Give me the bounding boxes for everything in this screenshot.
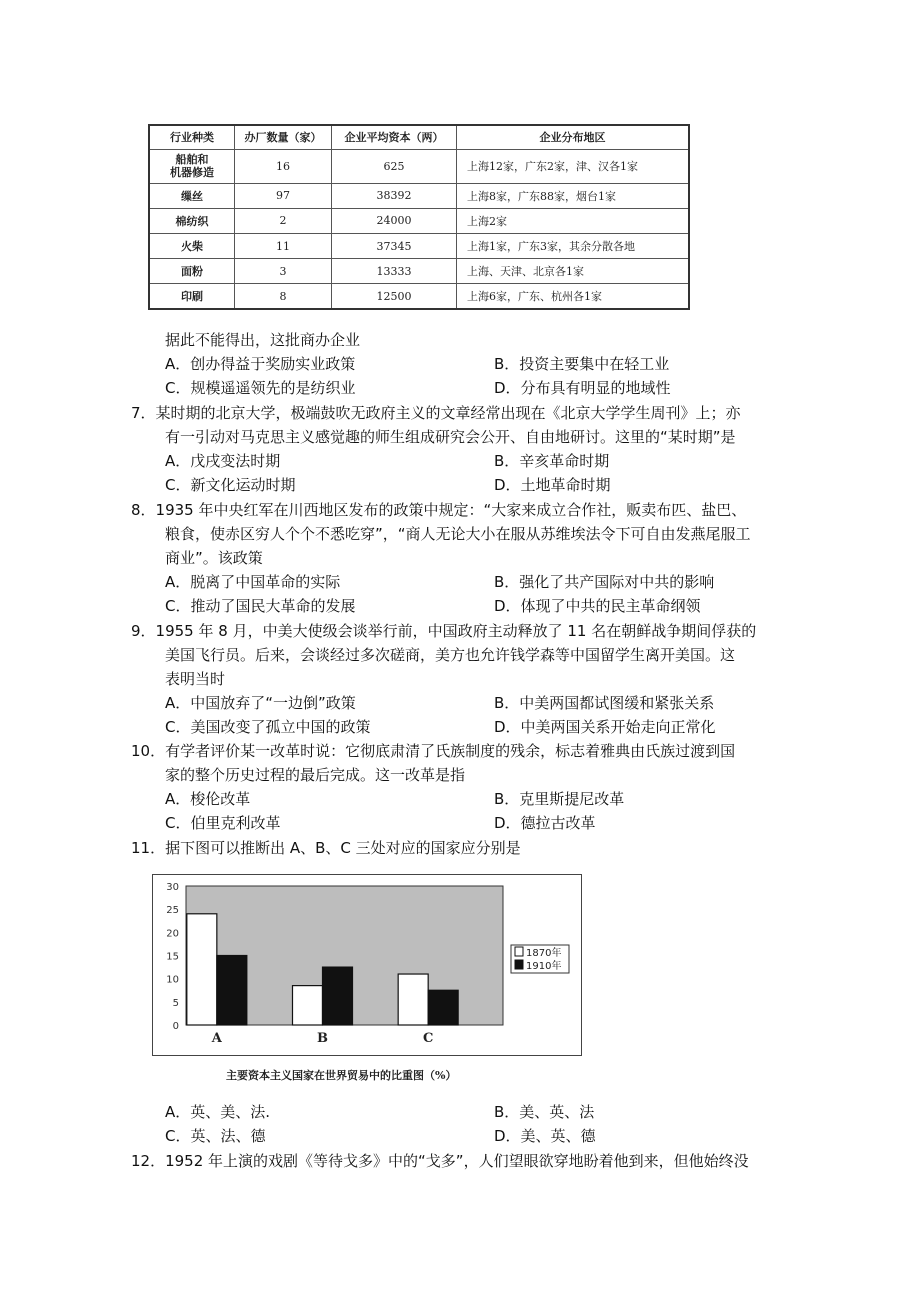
table-cell: 上海2家 bbox=[457, 208, 690, 233]
chart-svg bbox=[153, 875, 581, 1055]
q8-option-d[interactable]: D．体现了中共的民主革命纲领 bbox=[494, 597, 701, 615]
q9-stem-line: 美国飞行员。后来，会谈经过多次磋商，美方也允许钱学森等中国留学生离开美国。这 bbox=[165, 646, 736, 664]
table-row bbox=[149, 259, 689, 284]
x-tick-label: B bbox=[317, 1031, 328, 1046]
table-cell: 3 bbox=[235, 259, 332, 284]
table-cell: 38392 bbox=[332, 183, 457, 208]
q11-option-d[interactable]: D．美、英、德 bbox=[494, 1127, 596, 1145]
q8-option-a[interactable]: A．脱离了中国革命的实际 bbox=[165, 573, 341, 591]
q11-stem: 11．据下图可以推断出 A、B、C 三处对应的国家应分别是 bbox=[131, 839, 521, 857]
q11-option-c[interactable]: C．英、法、德 bbox=[165, 1127, 266, 1145]
table-cell: 面粉 bbox=[149, 259, 235, 284]
bar-B-1910年 bbox=[323, 967, 353, 1025]
table-cell: 8 bbox=[235, 284, 332, 309]
q8-stem-line: 8．1935 年中央红军在川西地区发布的政策中规定：“大家来成立合作社，贩卖布匹、盐巴、 bbox=[131, 501, 747, 519]
q8-option-b[interactable]: B．强化了共产国际对中共的影响 bbox=[494, 573, 715, 591]
industry-table bbox=[148, 124, 690, 310]
q8-stem-line: 粮食，使赤区穷人个个不悉吃穿”，“商人无论大小在服从苏维埃法令下可自由发燕尾服工 bbox=[165, 525, 751, 543]
table-cell: 11 bbox=[235, 234, 332, 259]
table-cell: 上海6家，广东、杭州各1家 bbox=[457, 284, 690, 309]
y-tick-label: 25 bbox=[166, 905, 179, 917]
table-header-cell: 企业平均资本（两） bbox=[332, 125, 457, 149]
bar-C-1870年 bbox=[398, 974, 428, 1025]
table-cell: 13333 bbox=[332, 259, 457, 284]
y-tick-label: 5 bbox=[172, 997, 179, 1009]
table-header-cell: 办厂数量（家） bbox=[235, 125, 332, 149]
q6-option-a[interactable]: A．创办得益于奖励实业政策 bbox=[165, 355, 356, 373]
table-cell: 16 bbox=[235, 149, 332, 183]
bar-A-1870年 bbox=[187, 914, 217, 1025]
table-cell: 12500 bbox=[332, 284, 457, 309]
q7-option-a[interactable]: A．戊戌变法时期 bbox=[165, 452, 281, 470]
table-cell: 上海12家，广东2家，津、汉各1家 bbox=[457, 149, 690, 183]
table-row bbox=[149, 208, 689, 233]
q9-option-c[interactable]: C．美国改变了孤立中国的政策 bbox=[165, 718, 371, 736]
q10-option-d[interactable]: D．德拉古改革 bbox=[494, 814, 596, 832]
bar-B-1870年 bbox=[293, 986, 323, 1025]
q6-option-b[interactable]: B．投资主要集中在轻工业 bbox=[494, 355, 670, 373]
q10-option-b[interactable]: B．克里斯提尼改革 bbox=[494, 790, 625, 808]
table-header-cell: 企业分布地区 bbox=[457, 125, 690, 149]
table-cell: 印刷 bbox=[149, 284, 235, 309]
chart-title: 主要资本主义国家在世界贸易中的比重图（%） bbox=[226, 1069, 457, 1082]
table-row bbox=[149, 234, 689, 259]
y-tick-label: 15 bbox=[166, 951, 179, 963]
y-tick-label: 0 bbox=[172, 1021, 179, 1032]
q7-stem-line: 有一引动对马克思主义感觉趣的师生组成研究会公开、自由地研讨。这里的“某时期”是 bbox=[165, 428, 736, 446]
y-tick-label: 10 bbox=[166, 974, 179, 986]
q9-stem-line: 表明当时 bbox=[165, 670, 226, 688]
q9-option-a[interactable]: A．中国放弃了“一边倒”政策 bbox=[165, 694, 356, 712]
q6-stem: 据此不能得出，这批商办企业 bbox=[165, 331, 361, 349]
table-cell: 97 bbox=[235, 183, 332, 208]
q12-stem: 12．1952 年上演的戏剧《等待戈多》中的“戈多”，人们望眼欲穿地盼着他到来，但他始终没 bbox=[131, 1152, 749, 1170]
bar-C-1910年 bbox=[428, 990, 458, 1025]
q7-stem-line: 7．某时期的北京大学，极端鼓吹无政府主义的文章经常出现在《北京大学学生周刊》上；亦 bbox=[131, 404, 741, 422]
q9-stem-line: 9．1955 年 8 月，中美大使级会谈举行前，中国政府主动释放了 11 名在朝鲜战争期间俘获的 bbox=[131, 622, 757, 640]
table-cell: 37345 bbox=[332, 234, 457, 259]
q9-option-d[interactable]: D．中美两国关系开始走向正常化 bbox=[494, 718, 716, 736]
q8-option-c[interactable]: C．推动了国民大革命的发展 bbox=[165, 597, 356, 615]
table-row bbox=[149, 284, 689, 309]
table-row bbox=[149, 183, 689, 208]
table-cell: 上海1家，广东3家，其余分散各地 bbox=[457, 234, 690, 259]
q11-option-b[interactable]: B．美、英、法 bbox=[494, 1103, 595, 1121]
q6-option-c[interactable]: C．规模遥遥领先的是纺织业 bbox=[165, 379, 356, 397]
legend-swatch bbox=[515, 947, 523, 956]
table-cell: 2 bbox=[235, 208, 332, 233]
table-cell: 船舶和 机器修造 bbox=[149, 149, 235, 183]
q6-option-d[interactable]: D．分布具有明显的地域性 bbox=[494, 379, 671, 397]
table-header-cell: 行业种类 bbox=[149, 125, 235, 149]
bar-A-1910年 bbox=[217, 956, 247, 1026]
q7-option-c[interactable]: C．新文化运动时期 bbox=[165, 476, 296, 494]
x-tick-label: A bbox=[211, 1031, 222, 1046]
table-cell: 625 bbox=[332, 149, 457, 183]
table-cell: 缫丝 bbox=[149, 183, 235, 208]
q8-stem-line: 商业”。该政策 bbox=[165, 549, 263, 567]
y-tick-label: 30 bbox=[166, 882, 179, 893]
legend-label: 1910年 bbox=[526, 961, 562, 972]
q10-option-c[interactable]: C．伯里克利改革 bbox=[165, 814, 281, 832]
q10-stem-line: 10．有学者评价某一改革时说：它彻底肃清了氏族制度的残余，标志着雅典由氏族过渡到国 bbox=[131, 742, 736, 760]
table-cell: 上海、天津、北京各1家 bbox=[457, 259, 690, 284]
table-row bbox=[149, 149, 689, 183]
trade-share-chart bbox=[152, 874, 582, 1056]
table-cell: 24000 bbox=[332, 208, 457, 233]
y-tick-label: 20 bbox=[166, 928, 179, 940]
q10-stem-line: 家的整个历史过程的最后完成。这一改革是指 bbox=[165, 766, 466, 784]
q9-option-b[interactable]: B．中美两国都试图缓和紧张关系 bbox=[494, 694, 715, 712]
q11-option-a[interactable]: A．英、美、法. bbox=[165, 1103, 271, 1121]
table-cell: 上海8家，广东88家，烟台1家 bbox=[457, 183, 690, 208]
table-header-row bbox=[149, 125, 689, 149]
table-cell: 火柴 bbox=[149, 234, 235, 259]
q10-option-a[interactable]: A．梭伦改革 bbox=[165, 790, 251, 808]
q7-option-b[interactable]: B．辛亥革命时期 bbox=[494, 452, 610, 470]
legend-swatch bbox=[515, 960, 523, 969]
table-cell: 棉纺织 bbox=[149, 208, 235, 233]
q7-option-d[interactable]: D．土地革命时期 bbox=[494, 476, 611, 494]
x-tick-label: C bbox=[422, 1031, 434, 1046]
legend-label: 1870年 bbox=[526, 948, 562, 959]
